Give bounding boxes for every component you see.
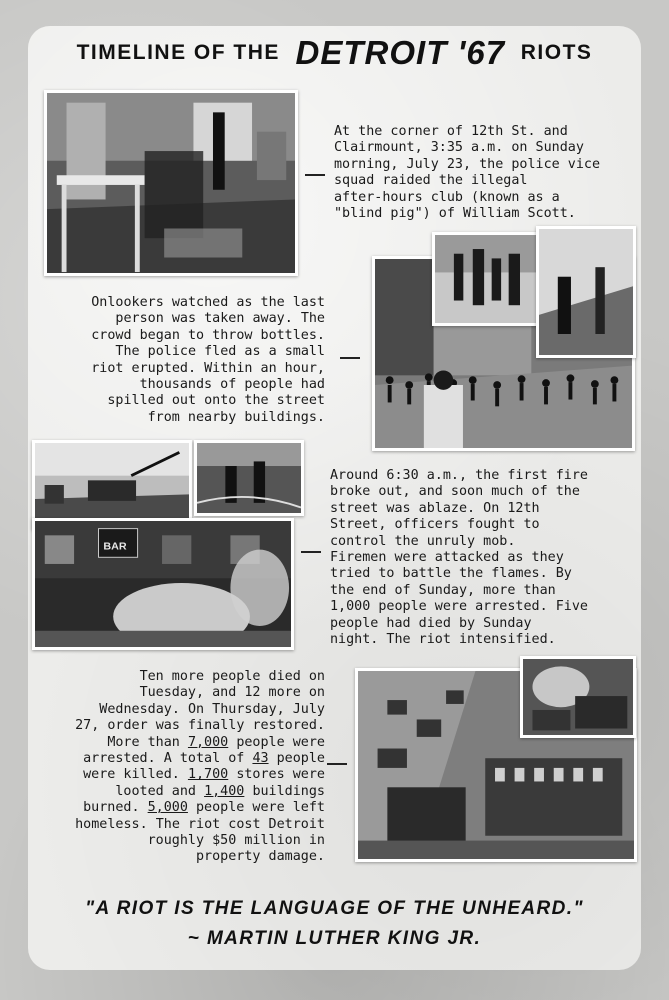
page-title [0, 34, 669, 72]
stat-arrested: 7,000 [187, 734, 229, 750]
section-3-text: Around 6:30 a.m., the first fire broke out, and soon much of the street was ablaze. On 12th Street, officers fought to control the unruly mob. Firemen were attacked as they tried to battle the flames. By the end of Sunday, more than 1,000 people were arrested. Five people had died by Sunday night. The riot intensified. [330, 468, 588, 648]
section-1-text: At the corner of 12th St. and Clairmount, 3:35 a.m. on Sunday morning, July 23, the police vice squad raided the illegal after-hours club (known as a "blind pig") of William Scott. [334, 124, 601, 222]
photo-burning-building [520, 656, 636, 738]
stat-killed: 43 [252, 751, 269, 767]
quote-attribution: ~ MARTIN LUTHER KING JR. [187, 928, 482, 949]
stat-stores: 1,700 [187, 767, 229, 783]
photo-armored-vehicle [32, 440, 192, 530]
bar-sign-text: BAR [103, 540, 127, 553]
section-2-text: Onlookers watched as the last person was taken away. The crowd began to throw bottles. The police fled as a small riot erupted. Within an hour, thousands of people had spilled out onto the street from nearby buildings. [91, 295, 325, 425]
stat-buildings: 1,400 [204, 783, 245, 799]
photo-firemen-hose [194, 440, 304, 516]
title-suffix: RIOTS [520, 41, 593, 64]
photo-burning-bar [32, 518, 294, 650]
photo-window-looting [536, 226, 636, 358]
connector-3 [301, 551, 321, 553]
stat-homeless: 5,000 [147, 800, 188, 816]
connector-4 [327, 763, 347, 765]
photo-police-line [432, 232, 540, 326]
connector-2 [340, 357, 360, 359]
photo-club-interior [44, 90, 298, 276]
section-4-text: Ten more people died on Tuesday, and 12 more on Wednesday. On Thursday, July 27, order was finally restored. More than 7,000 people were arrested. A total of 43 people were killed. 1,700 stores were looted and 1,400 buildings burned. 5,000 people were left homeless. The riot cost Detroit roughly $50 million in property damage. [75, 669, 325, 865]
title-highlight: DETROIT '67 [295, 34, 506, 71]
quote-text: "A RIOT IS THE LANGUAGE OF THE UNHEARD." [85, 898, 584, 919]
connector-1 [305, 174, 325, 176]
title-prefix: TIMELINE OF THE [76, 41, 280, 64]
